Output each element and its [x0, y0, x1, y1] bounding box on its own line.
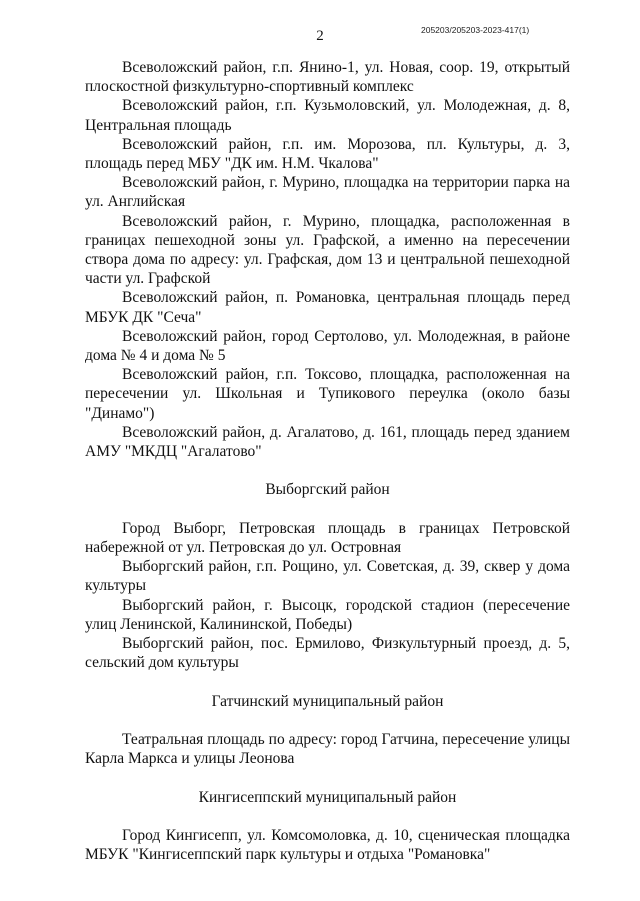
location-entry: Всеволожский район, город Сертолово, ул. Молодежная, в районе дома № 4 и дома № 5 — [85, 327, 570, 365]
section-gatchinsky — [85, 730, 570, 768]
section-heading: Гатчинский муниципальный район — [211, 692, 444, 710]
location-entry: Всеволожский район, п. Романовка, центральная площадь перед МБУК ДК "Сеча" — [85, 289, 570, 326]
location-entry: Выборгский район, пос. Ермилово, Физкультурный проезд, д. 5, сельский дом культуры — [85, 635, 570, 672]
section-heading: Кингисеппский муниципальный район — [198, 788, 457, 806]
location-entry: Театральная площадь по адресу: город Гатчина, пересечение улицы Карла Маркса и улицы Леонова — [85, 731, 570, 768]
location-entry: Всеволожский район, д. Агалатово, д. 161, площадь перед зданием АМУ "МКДЦ "Агалатово" — [85, 423, 570, 461]
section-heading: Выборгский район — [265, 481, 390, 499]
location-entry: Всеволожский район, г.п. Янино-1, ул. Новая, соор. 19, открытый плоскостной физкультурно-спортивный комплекс — [85, 59, 570, 96]
section-vyborgsky — [85, 519, 570, 673]
location-entry: Город Кингисепп, ул. Комсомоловка, д. 10, сценическая площадка МБУК "Кингисеппский парк культуры и отдыха "Романовка" — [85, 827, 570, 864]
section-vsevolozhsky — [85, 58, 570, 461]
location-entry: Выборгский район, г.п. Рощино, ул. Советская, д. 39, сквер у дома культуры — [85, 558, 570, 595]
location-entry: Всеволожский район, г.п. им. Морозова, пл. Культуры, д. 3, площадь перед МБУ "ДК им. Н.М. Чкалова" — [85, 135, 570, 173]
section-kingiseppsky — [85, 826, 570, 864]
location-entry: Всеволожский район, г. Мурино, площадка на территории парка на ул. Английская — [85, 174, 570, 211]
location-entry: Город Выборг, Петровская площадь в границах Петровской набережной от ул. Петровская до ул. Островная — [85, 519, 570, 557]
location-entry: Выборгский район, г. Высоцк, городской стадион (пересечение улиц Ленинской, Калининской, Победы) — [85, 596, 570, 633]
page-number: 2 — [316, 28, 324, 44]
location-entry: Всеволожский район, г.п. Кузьмоловский, ул. Молодежная, д. 8, Центральная площадь — [85, 97, 570, 134]
location-entry: Всеволожский район, г.п. Токсово, площадка, расположенная на пересечении ул. Школьная и Тупикового переулка (около базы "Динамо") — [85, 366, 570, 422]
document-id: 205203/205203-2023-417(1) — [421, 25, 530, 35]
document-body — [85, 58, 570, 864]
location-entry: Всеволожский район, г. Мурино, площадка, расположенная в границах пешеходной зоны ул. Графской, а именно на пересечении створа дома по адресу: ул. Графская, дом 13 и центральной пешеходной части ул. Графской — [85, 212, 570, 288]
